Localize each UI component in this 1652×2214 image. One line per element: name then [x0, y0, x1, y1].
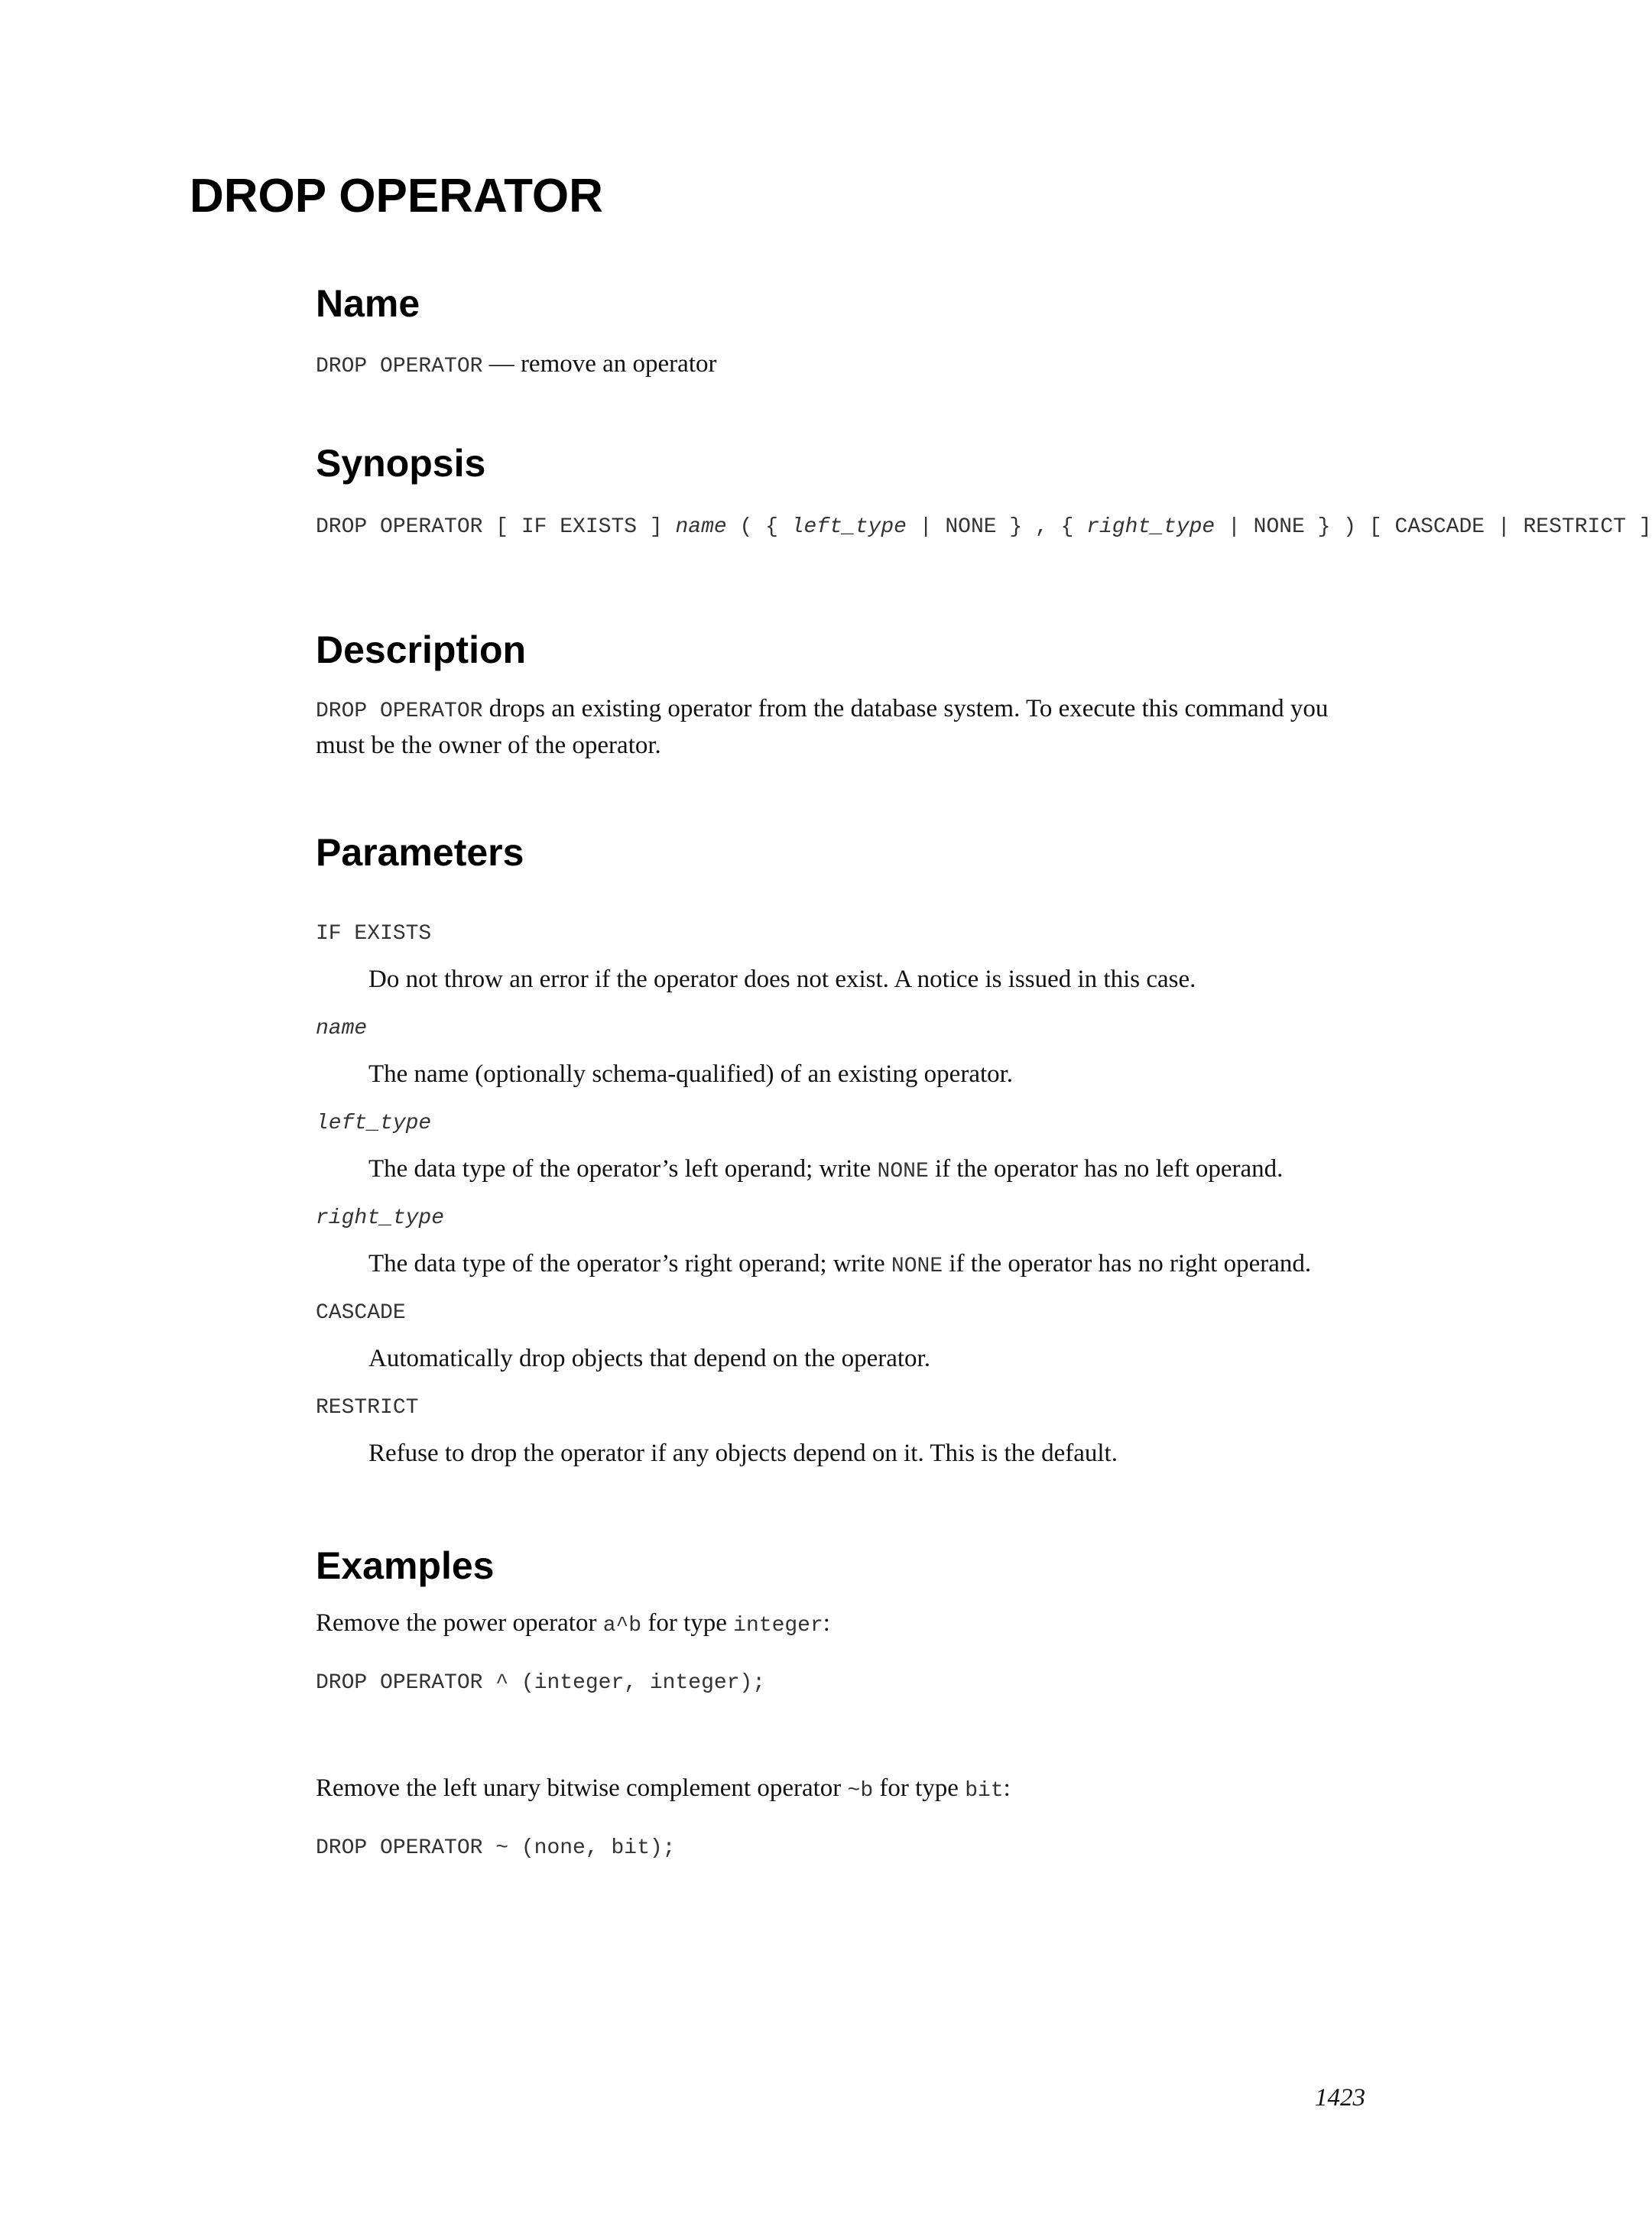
page-number: 1423	[1315, 2084, 1365, 2112]
name-command: DROP OPERATOR	[316, 355, 483, 378]
example-inline-code: a^b	[602, 1614, 642, 1638]
parameters-section	[316, 833, 1386, 872]
param-def-text: if the operator has no right operand.	[943, 1250, 1312, 1277]
param-def-text: The data type of the operator’s right operand; write	[368, 1250, 891, 1277]
param-term-cascade: CASCADE	[316, 1301, 406, 1325]
synopsis-name-param: name	[675, 515, 727, 539]
param-def-right-type	[368, 1247, 1311, 1284]
param-term-restrict: RESTRICT	[316, 1396, 419, 1420]
param-def-text: if the operator has no left operand.	[928, 1155, 1284, 1183]
name-summary: — remove an operator	[482, 350, 717, 378]
description-text-line1: drops an existing operator from the database system. To execute this command you	[482, 695, 1329, 722]
name-line	[316, 347, 1386, 384]
parameters-heading: Parameters	[316, 831, 524, 874]
example2-code-block: DROP OPERATOR ~ (none, bit);	[316, 1836, 676, 1860]
description-text	[316, 692, 1386, 762]
synopsis-part: DROP OPERATOR [ IF EXISTS ]	[316, 515, 676, 539]
description-text-line2: must be the owner of the operator.	[316, 732, 661, 759]
example1-text	[316, 1606, 1386, 1643]
example-text: for type	[873, 1774, 966, 1802]
synopsis-part: | NONE } , {	[906, 515, 1087, 539]
example-text: Remove the left unary bitwise complement operator	[316, 1774, 848, 1802]
description-command: DROP OPERATOR	[316, 700, 483, 723]
example-inline-code: ~b	[847, 1779, 874, 1803]
synopsis-heading: Synopsis	[316, 442, 486, 485]
name-section	[316, 284, 1386, 323]
param-def-left-type	[368, 1152, 1283, 1189]
examples-heading: Examples	[316, 1544, 495, 1587]
example-text: for type	[641, 1609, 734, 1637]
example-inline-code: integer	[733, 1614, 823, 1638]
param-def-restrict: Refuse to drop the operator if any objects depend on it. This is the default.	[368, 1440, 1118, 1467]
synopsis-part: | NONE } ) [ CASCADE | RESTRICT ]	[1215, 515, 1652, 539]
synopsis-section	[316, 442, 1386, 485]
example-text: Remove the power operator	[316, 1609, 603, 1637]
param-term-name: name	[316, 1017, 368, 1040]
param-term-left-type: left_type	[316, 1112, 432, 1135]
example-text: :	[823, 1609, 830, 1637]
example1-code-block: DROP OPERATOR ^ (integer, integer);	[316, 1671, 766, 1695]
synopsis-right-type-param: right_type	[1086, 515, 1215, 539]
synopsis-part: ( {	[726, 515, 791, 539]
description-section	[316, 628, 1386, 671]
synopsis-block	[316, 512, 1652, 543]
param-term-if-exists: IF EXISTS	[316, 922, 432, 946]
param-term-right-type: right_type	[316, 1206, 445, 1230]
param-def-text: The data type of the operator’s left operand; write	[368, 1155, 878, 1183]
example-text: :	[1003, 1774, 1011, 1802]
example-inline-code: bit	[965, 1779, 1004, 1803]
synopsis-left-type-param: left_type	[790, 515, 907, 539]
param-def-code: NONE	[891, 1255, 943, 1278]
name-heading: Name	[316, 282, 420, 325]
page-title: DROP OPERATOR	[190, 170, 603, 222]
example2-text	[316, 1771, 1386, 1808]
description-heading: Description	[316, 628, 527, 671]
param-def-name: The name (optionally schema-qualified) of an existing operator.	[368, 1060, 1014, 1088]
param-def-cascade: Automatically drop objects that depend on the operator.	[368, 1345, 930, 1372]
examples-section	[316, 1544, 1386, 1587]
param-def-if-exists: Do not throw an error if the operator does not exist. A notice is issued in this case.	[368, 966, 1196, 993]
param-def-code: NONE	[877, 1160, 929, 1183]
